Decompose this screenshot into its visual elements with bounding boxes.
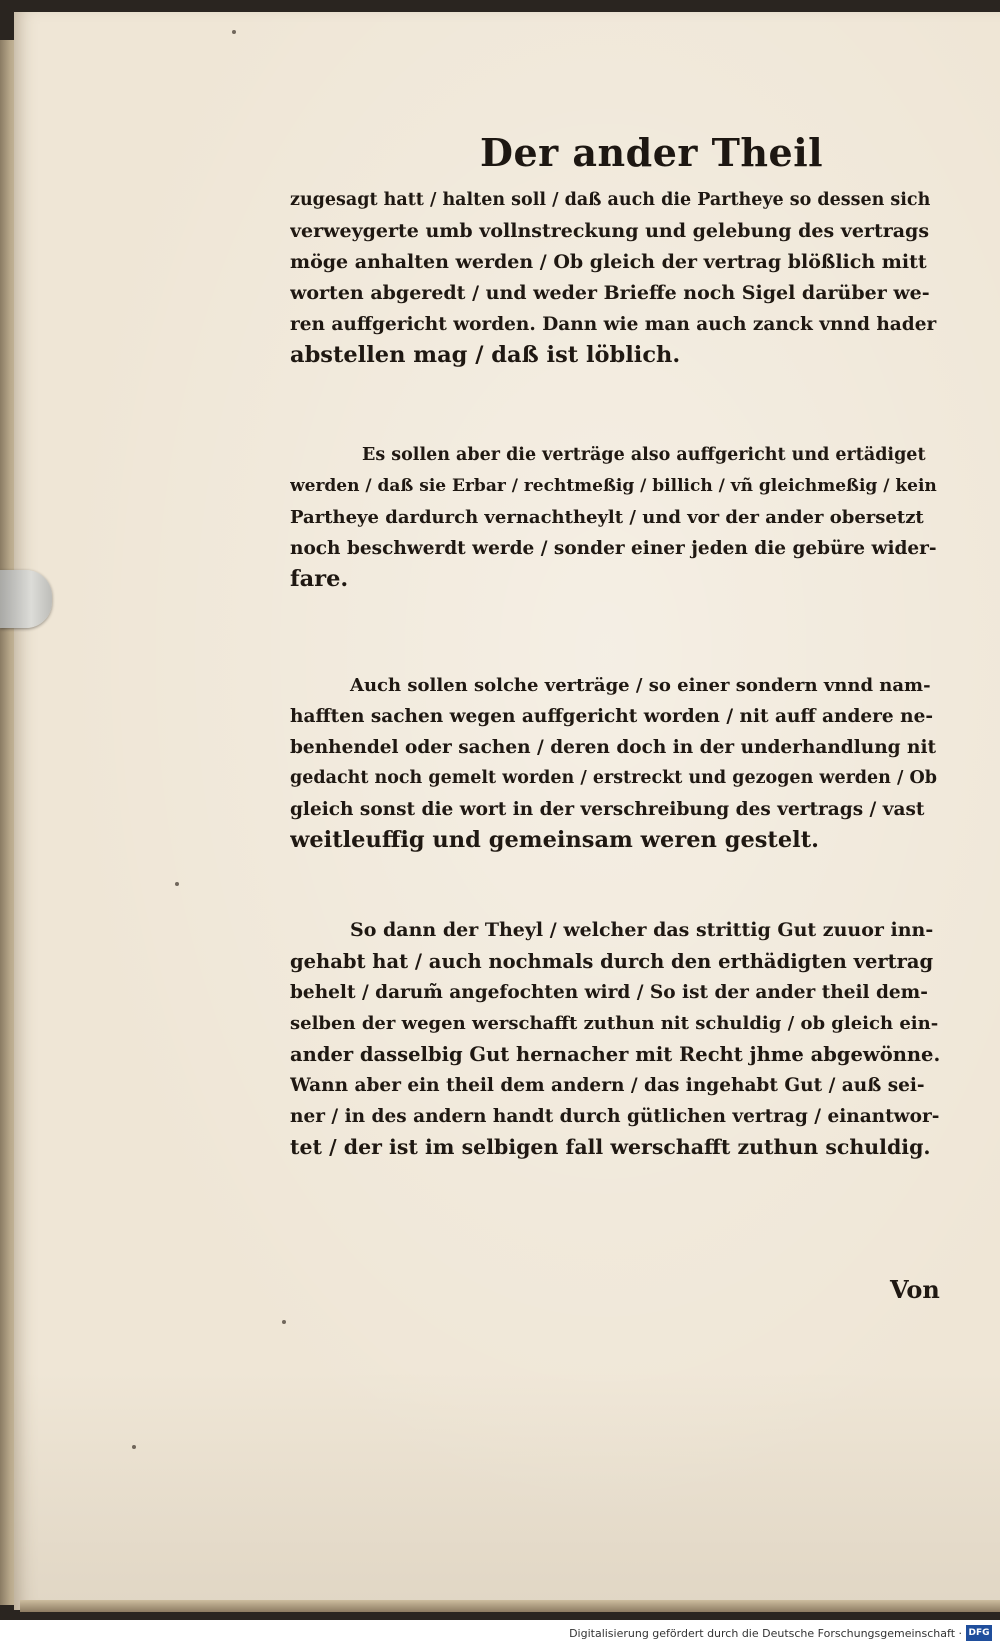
ink-speck xyxy=(132,1445,136,1449)
text-line: verweygerte umb vollnstreckung und gelebung des vertrags xyxy=(290,220,930,242)
text-line: selben der wegen werschafft zuthun nit schuldig / ob gleich ein- xyxy=(290,1013,939,1034)
funding-notice: Digitalisierung gefördert durch die Deutsche Forschungsgemeinschaft · xyxy=(569,1627,962,1640)
text-line: So dann der Theyl / welcher das strittig Gut zuuor inn- xyxy=(350,919,934,941)
text-line: weitleuffig und gemeinsam weren gestelt. xyxy=(290,827,819,853)
text-line: gedacht noch gemelt worden / erstreckt und gezogen werden / Ob xyxy=(290,768,937,788)
text-line: werden / daß sie Erbar / rechtmeßig / billich / vñ gleichmeßig / kein xyxy=(290,476,937,496)
paragraph-1 xyxy=(290,185,940,371)
text-line: Es sollen aber die verträge also auffgericht und ertädiget xyxy=(362,445,926,465)
text-line: gehabt hat / auch nochmals durch den erthädigten vertrag xyxy=(290,950,934,973)
paragraph-2 xyxy=(290,440,940,595)
dfg-logo-icon: DFG xyxy=(966,1625,992,1641)
text-line: noch beschwerdt werde / sonder einer jeden die gebüre wider- xyxy=(290,538,937,559)
text-line: ner / in des andern handt durch gütlichen vertrag / einantwor- xyxy=(290,1106,940,1127)
ink-speck xyxy=(232,30,236,34)
text-line: ren auffgericht worden. Dann wie man auch zanck vnnd hader xyxy=(290,314,937,335)
text-line: worten abgeredt / und weder Brieffe noch Sigel darüber we- xyxy=(290,282,930,304)
text-line: Wann aber ein theil dem andern / das ingehabt Gut / auß sei- xyxy=(290,1075,925,1096)
text-line: Partheye dardurch vernachtheylt / und vor der ander obersetzt xyxy=(290,507,924,528)
text-line: fare. xyxy=(290,566,349,592)
text-line: gleich sonst die wort in der verschreibung des vertrags / vast xyxy=(290,799,925,820)
page-heading: Der ander Theil xyxy=(480,130,824,175)
text-line: hafften sachen wegen auffgericht worden / nit auff andere ne- xyxy=(290,706,934,727)
text-line: Auch sollen solche verträge / so einer sondern vnnd nam- xyxy=(350,675,931,696)
text-line: zugesagt hatt / halten soll / daß auch die Partheye so dessen sich xyxy=(290,190,931,210)
paragraph-4 xyxy=(290,915,940,1163)
catchword: Von xyxy=(890,1275,940,1304)
text-line: ander dasselbig Gut hernacher mit Recht jhme abgewönne. xyxy=(290,1043,940,1066)
ink-speck xyxy=(282,1320,286,1324)
ink-speck xyxy=(175,882,179,886)
text-line: abstellen mag / daß ist löblich. xyxy=(290,342,681,368)
text-line: benhendel oder sachen / deren doch in der underhandlung nit xyxy=(290,737,937,758)
page-clip-icon xyxy=(0,570,52,628)
page-bottom-edge xyxy=(20,1600,1000,1612)
paragraph-3 xyxy=(290,670,940,856)
text-line: tet / der ist im selbigen fall werschafft zuthun schuldig. xyxy=(290,1135,931,1159)
text-line: behelt / darum̃ angefochten wird / So ist der ander theil dem- xyxy=(290,982,928,1003)
footer-bar xyxy=(0,1620,1000,1648)
text-line: möge anhalten werden / Ob gleich der vertrag blößlich mitt xyxy=(290,251,927,273)
